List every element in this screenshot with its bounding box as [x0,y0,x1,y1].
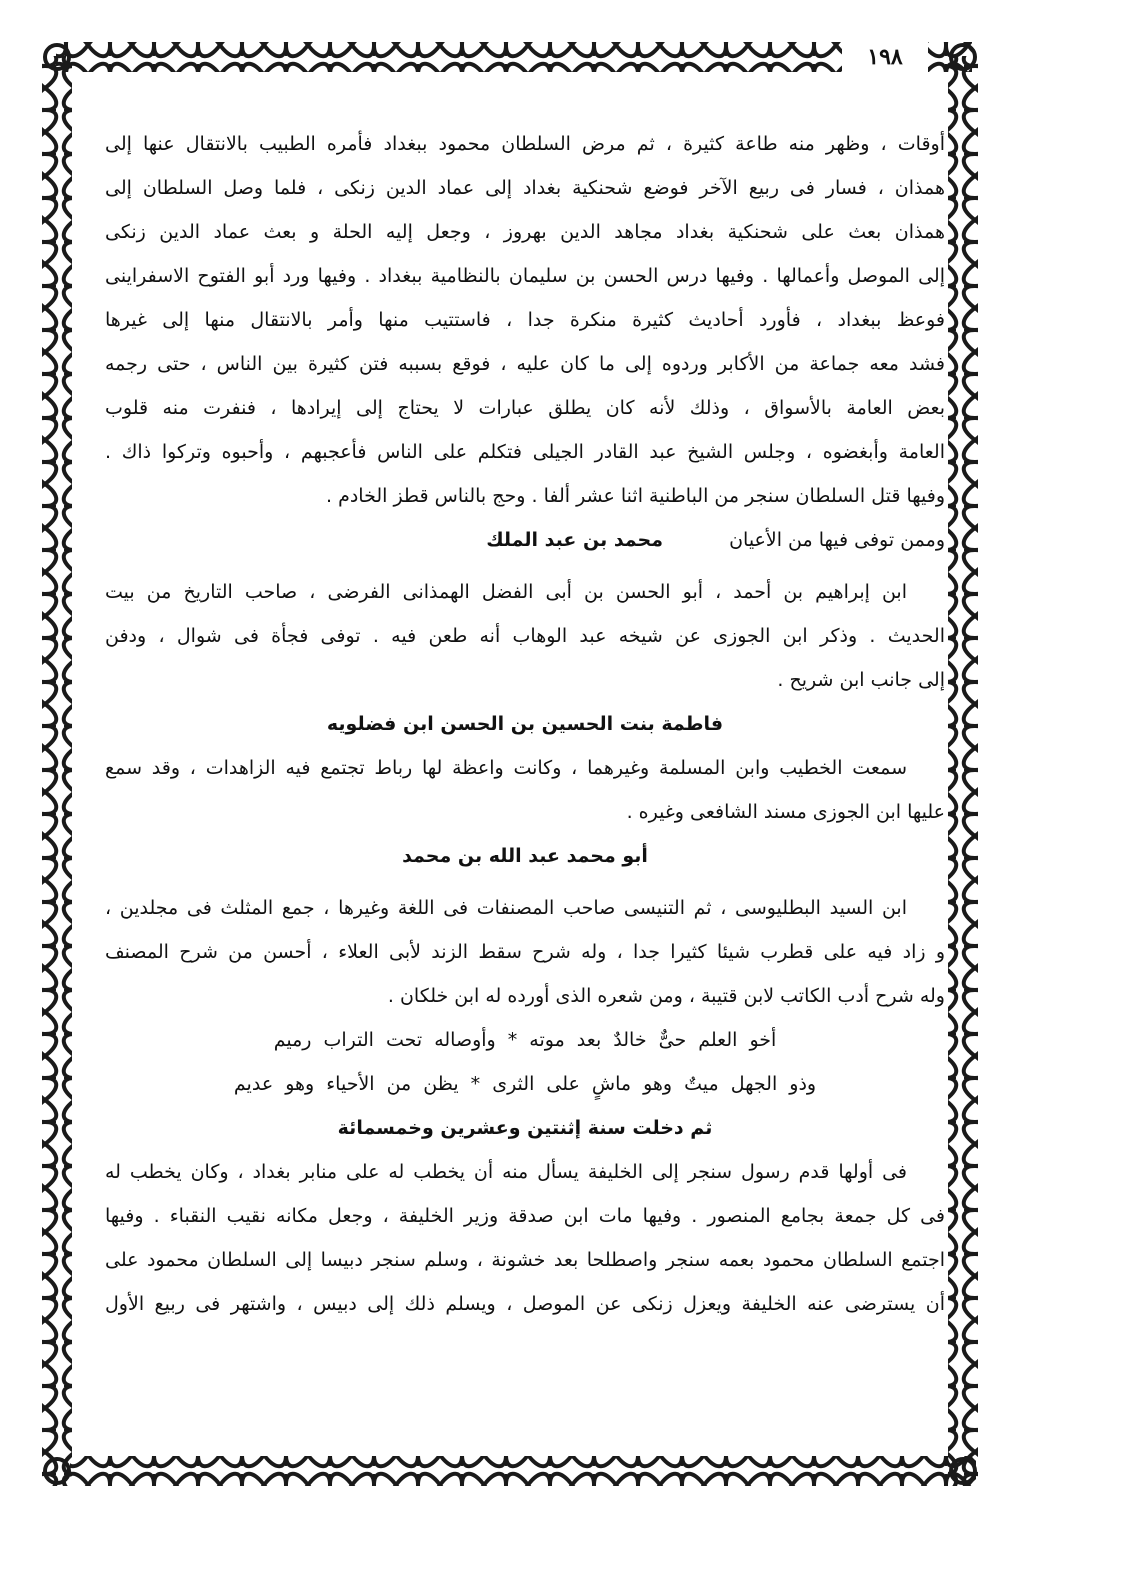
text-line: همذان ، فسار فى ربيع الآخر فوضع شحنكية بغداد إلى عماد الدين زنكى ، فلما وصل السلطان إلى [105,177,945,199]
year-heading: ثم دخلت سنة إثنتين وعشرين وخمسمائة [337,1117,713,1139]
text-line: سمعت الخطيب وابن المسلمة وغيرهما ، وكانت واعظة لها رباط تجتمع فيه الزاهدات ، وقد سمع [105,757,907,779]
border-right [948,56,978,1486]
text-line: همذان بعث على شحنكية بغداد مجاهد الدين بهروز ، وجعل إليه الحلة و بعث عماد الدين زنكى [105,221,945,243]
text-line: فى كل جمعة بجامع المنصور . وفيها مات ابن صدقة وزير الخليفة ، وجعل مكانه نقيب النقباء . وفيها [105,1205,945,1227]
text-line: و زاد فيه على قطرب شيئا كثيرا جدا ، وله شرح سقط الزند لأبى العلاء ، أحسن من شرح المصنف [105,941,945,963]
main-text [105,122,945,1326]
border-top [56,42,972,72]
text-line: اجتمع السلطان محمود بعمه سنجر واصطلحا بعد خشونة ، وسلم سنجر دبيسا إلى السلطان محمود على [105,1249,945,1271]
text-line: وله شرح أدب الكاتب لابن قتيبة ، ومن شعره الذى أورده له ابن خلكان . [387,985,945,1007]
text-line: فوعظ ببغداد ، فأورد أحاديث كثيرة منكرة جدا ، فاستتيب منها وأمر بالانتقال منها إلى غيرها [105,309,945,331]
entry-name: أبو محمد عبد الله بن محمد [402,845,648,867]
notables-heading [105,518,945,562]
notables-lead: وممن توفى فيها من الأعيان [729,529,945,551]
text-line: ابن إبراهيم بن أحمد ، أبو الحسن بن أبى الفضل الهمذانى الفرضى ، صاحب التاريخ من بيت [105,581,907,603]
text-line: العامة وأبغضوه ، وجلس الشيخ عبد القادر الجيلى فتكلم على الناس فأعجبهم ، وأحبوه وتركوا ذاك . [105,441,945,463]
text-line: ابن السيد البطليوسى ، ثم التنيسى صاحب المصنفات فى اللغة وغيرها ، جمع المثلث فى مجلدين ، [105,897,907,919]
border-bottom [70,1456,976,1486]
verse-line: أخو العلم حىٌّ خالدٌ بعد موته * وأوصاله تحت التراب رميم [273,1029,777,1051]
text-line: الحديث . وذكر ابن الجوزى عن شيخه عبد الوهاب أنه طعن فيه . توفى فجأة فى شوال ، ودفن [105,625,945,647]
page-number: ١٩٨ [842,40,928,74]
text-line: إلى الموصل وأعمالها . وفيها درس الحسن بن سليمان بالنظامية ببغداد . وفيها ورد أبو الفتوح الاسفراينى [105,265,945,287]
text-line: أن يسترضى عنه الخليفة ويعزل زنكى عن الموصل ، ويسلم ذلك إلى دبيس ، واشتهر فى ربيع الأول [105,1293,945,1315]
border-left [42,56,72,1486]
text-line: أوقات ، وظهر منه طاعة كثيرة ، ثم مرض السلطان محمود ببغداد فأمره الطبيب بالانتقال عنها إلى [105,133,945,155]
entry-name: فاطمة بنت الحسين بن الحسن ابن فضلويه [326,713,724,735]
text-line: وفيها قتل السلطان سنجر من الباطنية اثنا عشر ألفا . وحج بالناس قطز الخادم . [325,485,945,507]
text-line: إلى جانب ابن شريح . [777,669,945,691]
text-line: بعض العامة بالأسواق ، وذلك لأنه كان يطلق عبارات لا يحتاج إلى إيرادها ، فنفرت منه قلوب [105,397,945,419]
text-line: فى أولها قدم رسول سنجر إلى الخليفة يسأل منه أن يخطب له على منابر بغداد ، وكان يخطب له [105,1161,907,1183]
text-line: عليها ابن الجوزى مسند الشافعى وغيره . [626,801,945,823]
entry-name: محمد بن عبد الملك [486,529,663,551]
verse-line: وذو الجهل ميتٌ وهو ماشٍ على الثرى * يظن من الأحياء وهو عديم [233,1073,817,1095]
text-line: فشد معه جماعة من الأكابر وردوه إلى ما كان عليه ، فوقع بسببه فتن كثيرة بين الناس ، حتى رجمه [105,353,945,375]
